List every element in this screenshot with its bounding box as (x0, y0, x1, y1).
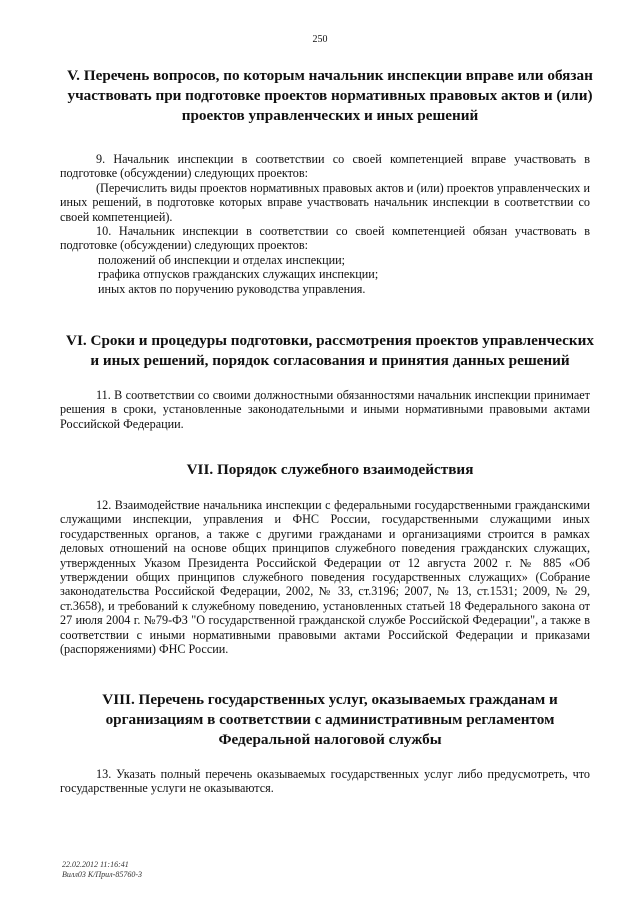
footer-date: 22.02.2012 11:16:41 (62, 860, 129, 869)
section-7-title: VII. Порядок служебного взаимодействия (186, 461, 474, 478)
section-6-title: VI. Сроки и процедуры подготовки, рассмотрения проектов управленческих и иных решений, порядок согласования и принятия данных решений (66, 332, 594, 369)
section-5-title: V. Перечень вопросов, по которым начальник инспекции вправе или обязан участвовать при подготовке проектов нормативных правовых актов и (или) проектов управленческих и иных решений (67, 67, 593, 124)
section-8-body (60, 767, 590, 796)
section-8-title: VIII. Перечень государственных услуг, оказываемых гражданам и организациям в соответствии с административным регламентом Федеральной налоговой службы (102, 691, 558, 748)
list-item: положений об инспекции и отделах инспекции; (98, 252, 346, 267)
footer-stamp (62, 860, 142, 880)
section-6-body (60, 388, 590, 431)
paragraph-9-note: (Перечислить виды проектов нормативных правовых актов и (или) проектов управленческих и иных решений, в подготовке которых вправе участвовать начальник инспекции в соответствии со своей компетенцией). (60, 180, 590, 224)
list-item: иных актов по поручению руководства управления. (98, 281, 366, 296)
paragraph-10: 10. Начальник инспекции в соответствии со своей компетенцией обязан участвовать в подготовке (обсуждении) следующих проектов: (60, 224, 590, 253)
list-item: графика отпусков гражданских служащих инспекции; (98, 267, 379, 282)
footer-file: Вилл03 К/Прил-85760-3 (62, 870, 142, 879)
page-number: 250 (312, 34, 328, 45)
paragraph-12: 12. Взаимодействие начальника инспекции с федеральными государственными гражданскими служащими инспекции, управления и ФНС России, государственными служащими иных государственных органов, а также с другими гражданами и организациями строится в рамках деловых отношений на основе общих принципов служебного поведения гражданских служащих, утвержденных Указом Президента Российской Федерации от 12 августа 2002 г. № 885 «Об утверждении общих принципов служебного поведения государственных служащих» (Собрание законодательства Российской Федерации, 2002, № 33, ст.3196; 2007, № 13, ст.1531; 2009, № 29, ст.3658), и требований к служебному поведению, установленных статьей 18 Федерального закона от 27 июля 2004 г. №79-ФЗ "О государственной гражданской службе Российской Федерации", а также в соответствии с иными нормативными правовыми актами Российской Федерации и приказами (распоряжениями) ФНС России. (60, 498, 590, 657)
paragraph-11: 11. В соответствии со своими должностными обязанностями начальник инспекции принимает решения в сроки, установленные законодательными и иными нормативными правовыми актами Российской Федерации. (60, 388, 590, 431)
paragraph-9: 9. Начальник инспекции в соответствии со своей компетенцией вправе участвовать в подготовке (обсуждении) следующих проектов: (60, 152, 590, 181)
section-7-body (60, 498, 590, 656)
section-5-body (60, 152, 590, 296)
paragraph-13: 13. Указать полный перечень оказываемых государственных услуг либо предусмотреть, что государственные услуги не оказываются. (60, 767, 590, 796)
